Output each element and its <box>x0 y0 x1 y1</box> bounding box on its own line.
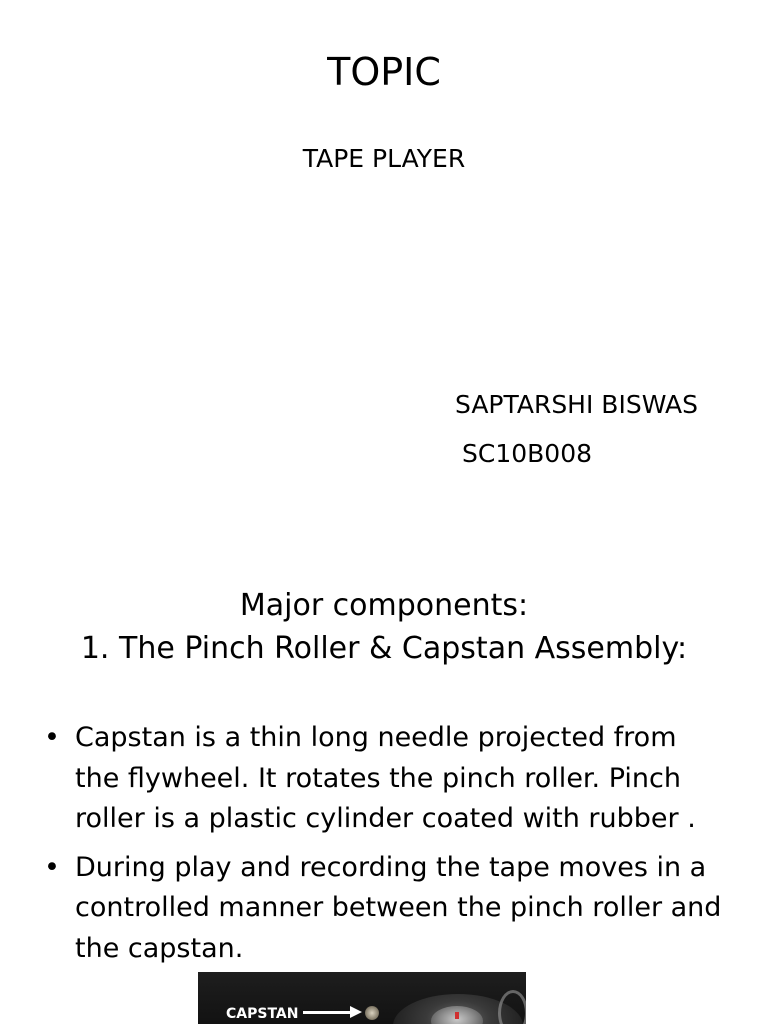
capstan-label: CAPSTAN <box>226 1006 299 1022</box>
bullet-dot: • <box>44 851 60 883</box>
capstan-pin <box>365 1006 379 1020</box>
roller-ring <box>498 990 526 1024</box>
slide-subtitle: TAPE PLAYER <box>302 144 466 173</box>
arrow-line <box>303 1011 355 1014</box>
bullet-list <box>44 718 724 977</box>
heading-line-major-components: Major components: <box>239 588 529 623</box>
roll-number: SC10B008 <box>462 439 593 468</box>
list-item <box>44 718 724 840</box>
author-name: SAPTARSHI BISWAS <box>455 390 699 419</box>
bullet-text: During play and recording the tape moves in a controlled manner between the pinch roller and the capstan. <box>75 851 722 964</box>
roller-mark <box>455 1012 459 1019</box>
slide-title: TOPIC <box>327 50 441 94</box>
heading-line-pinch-roller: 1. The Pinch Roller & Capstan Assembly: <box>80 631 688 666</box>
components-slide <box>0 540 768 1024</box>
slide-heading <box>0 584 768 670</box>
arrow-right-icon <box>350 1006 362 1018</box>
bullet-text: Capstan is a thin long needle projected from the flywheel. It rotates the pinch roller. Pinch roller is a plastic cylinder coated with rubber . <box>75 722 696 834</box>
list-item <box>44 848 724 970</box>
capstan-photo <box>198 972 526 1024</box>
bullet-dot: • <box>44 722 60 753</box>
